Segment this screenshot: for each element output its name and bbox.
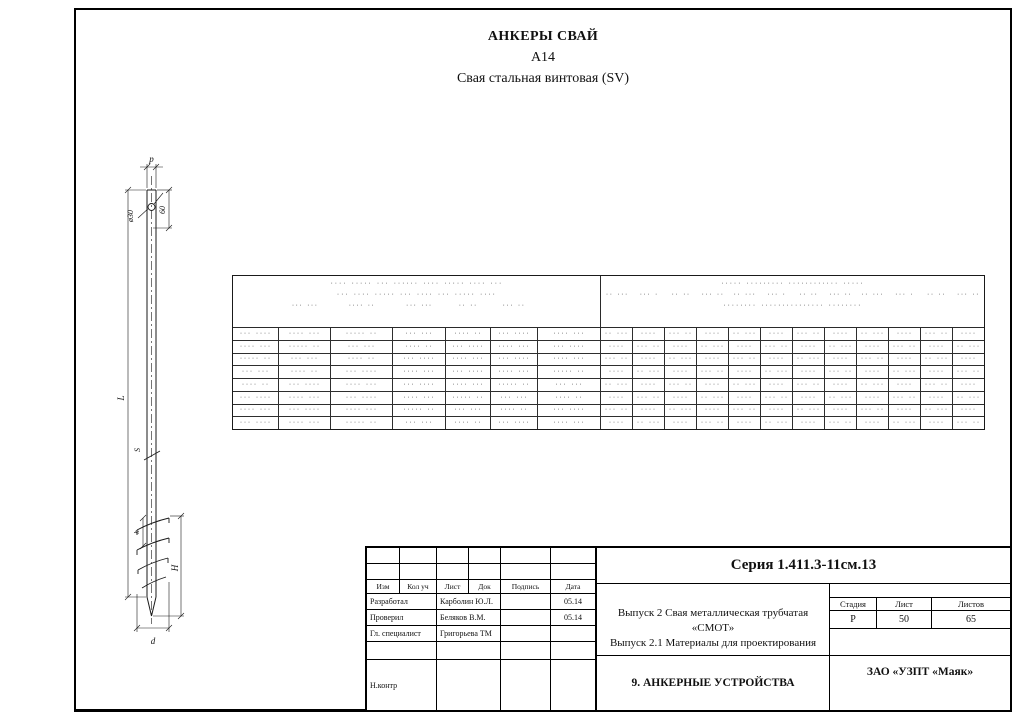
spec-cell: ··· ·· xyxy=(601,354,633,366)
spec-cell: ·· ··· xyxy=(889,366,921,378)
spec-cell: ··· ··· xyxy=(538,379,601,391)
spec-cell: ····· ·· xyxy=(233,354,279,366)
spec-cell: ···· xyxy=(793,417,825,429)
stage-col-list: Лист xyxy=(877,598,932,610)
spec-cell: ·· ··· xyxy=(697,392,729,404)
spec-cell: ···· xyxy=(960,356,977,363)
spec-header-cell: ··· ··· xyxy=(405,303,433,309)
spec-cell: ··· ·· xyxy=(729,354,761,366)
spec-cell: ···· ··· xyxy=(491,341,538,353)
spec-cell: ···· xyxy=(633,379,665,391)
spec-header-right xyxy=(601,276,984,327)
spec-header-cell: ··· · xyxy=(894,292,914,298)
empty-cell xyxy=(367,548,400,563)
spec-cell: ···· xyxy=(793,341,825,353)
sign-row-specialist xyxy=(367,626,595,642)
section-title: 9. АНКЕРНЫЕ УСТРОЙСТВА xyxy=(597,656,830,710)
spec-cell: ···· ··· xyxy=(279,392,331,404)
stage-table xyxy=(830,584,1010,655)
empty-cell xyxy=(367,642,437,659)
spec-cell: ···· xyxy=(960,381,977,388)
spec-cell: ···· xyxy=(697,328,729,340)
spec-row xyxy=(233,340,984,353)
spec-cell: ···· ··· xyxy=(393,366,446,378)
dim-H-label: H xyxy=(170,564,180,572)
spec-cell: ···· xyxy=(921,417,953,429)
empty-cell xyxy=(367,564,400,579)
spec-cell: ···· ··· xyxy=(446,379,491,391)
spec-cell: ··· ··· xyxy=(393,328,446,340)
change-col-podpis: Подпись xyxy=(501,580,551,593)
spec-cell: ···· xyxy=(633,354,665,366)
spec-cell: ··· ···· xyxy=(446,341,491,353)
spec-cell: ··· ···· xyxy=(279,379,331,391)
spec-row xyxy=(233,391,984,404)
doc-code: А14 xyxy=(530,50,556,65)
spec-cell: ··· ···· xyxy=(393,354,446,366)
sheet-titles xyxy=(74,26,1012,89)
spec-table xyxy=(232,275,985,430)
spec-cell: ···· ··· xyxy=(331,405,393,417)
spec-cell: ···· xyxy=(921,366,953,378)
spec-header-cols xyxy=(601,290,984,301)
spec-cell: ···· xyxy=(601,366,633,378)
spec-cell: ··· ·· xyxy=(825,417,857,429)
spec-cell: ··· ·· xyxy=(761,392,793,404)
spec-cell: ····· ·· xyxy=(279,341,331,353)
dim-d30-leader xyxy=(138,209,148,218)
spec-cell: ··· ···· xyxy=(233,417,279,429)
spec-header-cell: ·· ·· xyxy=(458,303,478,309)
title-block xyxy=(365,546,1012,712)
spec-cell: ···· ·· xyxy=(538,392,601,404)
spec-cell: ···· xyxy=(697,405,729,417)
spec-cell: ···· xyxy=(601,392,633,404)
spec-cell: ··· ·· xyxy=(825,366,857,378)
pile-geometry xyxy=(125,164,184,632)
spec-header-cell: ·· ·· xyxy=(671,292,691,298)
empty-cell xyxy=(501,642,551,659)
spec-cell: ··· ·· xyxy=(889,341,921,353)
empty-cell xyxy=(400,548,437,563)
series-title: Серия 1.411.3-11см.13 xyxy=(597,548,1010,584)
spec-header-cell: ··· ··· xyxy=(291,303,319,309)
spec-cell: ···· xyxy=(889,328,921,340)
spec-cell: ···· ··· xyxy=(233,341,279,353)
spec-cell: ···· xyxy=(633,328,665,340)
spec-cell: ·· ··· xyxy=(729,328,761,340)
change-col-koluch: Кол уч xyxy=(400,580,437,593)
spec-cell: ···· ·· xyxy=(393,341,446,353)
doc-title: АНКЕРЫ СВАЙ xyxy=(487,29,599,44)
spec-cell: ···· xyxy=(665,417,697,429)
developer-name: Карболин Ю.Л. xyxy=(437,594,501,609)
spec-cell: ···· xyxy=(761,354,793,366)
spec-cell: ··· ···· xyxy=(446,366,491,378)
empty-cell xyxy=(551,564,595,579)
checker-date: 05.14 xyxy=(564,613,582,622)
spec-cell: ··· ···· xyxy=(491,354,538,366)
developer-role: Разработал xyxy=(367,594,437,609)
spec-cell: ··· ··· xyxy=(279,354,331,366)
spec-cell: ···· xyxy=(857,392,889,404)
spec-cell: ···· xyxy=(729,366,761,378)
spec-cell: ·· ··· xyxy=(601,379,633,391)
spec-cell: ···· xyxy=(665,366,697,378)
spec-header-cell: ··· · xyxy=(767,292,787,298)
spec-cell: ··· ·· xyxy=(857,354,889,366)
spec-cell: ··· ··· xyxy=(491,392,538,404)
specialist-role: Гл. специалист xyxy=(367,626,437,641)
spec-header-cell: ·· ·· xyxy=(798,292,819,298)
spec-cell: ···· ··· xyxy=(279,417,331,429)
spec-cell: ··· ···· xyxy=(491,417,538,429)
stage-header-row xyxy=(830,597,1010,611)
empty-cell xyxy=(501,660,551,710)
spec-cell: ···· xyxy=(601,341,633,353)
spec-header-cell: ··· · xyxy=(639,292,659,298)
spec-cell: ·· ··· xyxy=(761,417,793,429)
empty-cell xyxy=(437,642,501,659)
doc-description xyxy=(597,584,830,655)
spec-cell: ··· ·· xyxy=(921,328,953,340)
spec-cell: ·· ··· xyxy=(761,366,793,378)
spec-header-cell: ·· ··· xyxy=(605,292,629,298)
sheet-number: 50 xyxy=(877,611,932,628)
spec-cell: ···· ··· xyxy=(446,354,491,366)
spec-cell: ·· ··· xyxy=(921,405,953,417)
doc-description-line3: Выпуск 2.1 Материалы для проектирования xyxy=(609,637,817,649)
spec-cell: ·· ··· xyxy=(793,405,825,417)
spec-header-line: ···· ····· ··· ······ ···· ····· ···· ··· xyxy=(330,281,503,287)
spec-cell: ··· ···· xyxy=(538,405,601,417)
spec-cell: ···· xyxy=(889,405,921,417)
spec-header-line: ····· ········· ············ ····· xyxy=(720,281,865,287)
empty-cell xyxy=(469,564,501,579)
spec-cell: ···· xyxy=(825,328,857,340)
spec-row xyxy=(233,416,984,429)
change-col-izm: Изм xyxy=(367,580,400,593)
spec-header-cell: ··· ·· xyxy=(828,292,852,298)
spec-table-header xyxy=(233,276,984,328)
spec-cell: ··· ···· xyxy=(233,328,279,340)
spec-cell: ····· ·· xyxy=(331,417,393,429)
spec-row xyxy=(233,353,984,366)
specialist-date xyxy=(551,626,595,641)
pile-drawing xyxy=(100,150,220,650)
spec-cell: ····· ·· xyxy=(491,379,538,391)
spec-cell: ···· ··· xyxy=(233,405,279,417)
checker-role: Проверил xyxy=(367,610,437,625)
hole-leader-line xyxy=(154,193,163,204)
spec-cell: ··· ·· xyxy=(729,405,761,417)
spec-cell: ··· ·· xyxy=(889,392,921,404)
dim-L-label: L xyxy=(116,395,126,401)
title-block-middle xyxy=(597,584,1010,656)
change-header-row xyxy=(367,580,595,594)
signature-cell xyxy=(501,610,551,625)
spec-cell: ···· xyxy=(825,354,857,366)
doc-description-line2: «СМОТ» xyxy=(691,622,735,634)
empty-cell xyxy=(501,564,551,579)
spec-header-cell: ···· ·· xyxy=(348,303,375,309)
spec-cell: ··· ···· xyxy=(538,341,601,353)
spec-cell: ·· ··· xyxy=(665,405,697,417)
dim-p-label: p xyxy=(149,154,154,164)
spec-cell: ·· ··· xyxy=(601,328,633,340)
dim-S-label: S xyxy=(133,448,142,452)
spec-cell: ·· ··· xyxy=(697,341,729,353)
empty-cell xyxy=(469,548,501,563)
spec-cell: ·· ··· xyxy=(889,417,921,429)
spec-cell: ···· ·· xyxy=(279,366,331,378)
spec-cell: ·· ··· xyxy=(956,394,981,401)
spec-cell: ···· xyxy=(761,405,793,417)
spec-cell: ··· ·· xyxy=(793,379,825,391)
spec-header-cell: ·· ··· xyxy=(733,292,757,298)
spec-cell: ··· ·· xyxy=(633,392,665,404)
dim-d-lines xyxy=(134,582,172,632)
spec-cell: ···· xyxy=(729,392,761,404)
spec-cell: ···· xyxy=(665,341,697,353)
spec-header-cell: ··· ·· xyxy=(701,292,725,298)
spec-cell: ···· xyxy=(857,341,889,353)
empty-cell xyxy=(551,548,595,563)
change-col-list: Лист xyxy=(437,580,469,593)
spec-cell: ··· ·· xyxy=(761,341,793,353)
change-row-empty xyxy=(367,564,595,580)
spec-cell: ·· ··· xyxy=(825,392,857,404)
spec-header-cell: ··· ·· xyxy=(956,292,980,298)
title-block-bottom xyxy=(597,656,1010,710)
dim-d-label: d xyxy=(150,636,156,646)
spec-cell: ···· ·· xyxy=(446,417,491,429)
spec-header-left xyxy=(233,276,601,327)
change-col-dok: Док xyxy=(469,580,501,593)
change-row-empty xyxy=(367,548,595,564)
spec-cell: ··· ···· xyxy=(491,328,538,340)
spec-cell: ··· ··· xyxy=(393,417,446,429)
spec-cell: ···· ··· xyxy=(393,392,446,404)
spec-cell: ···· xyxy=(729,417,761,429)
empty-cell xyxy=(551,660,595,710)
spec-cell: ··· ·· xyxy=(921,379,953,391)
spec-row xyxy=(233,404,984,417)
spec-cell: ··· ·· xyxy=(697,366,729,378)
spec-cell: ···· xyxy=(889,354,921,366)
empty-cell xyxy=(437,660,501,710)
spec-cell: ···· xyxy=(857,417,889,429)
sign-row-developer xyxy=(367,594,595,610)
spec-cell: ···· xyxy=(697,354,729,366)
wall-thickness-tick xyxy=(144,451,160,460)
stage-values-row xyxy=(830,611,1010,629)
spec-cell: ···· xyxy=(761,328,793,340)
spec-cell: ···· xyxy=(921,392,953,404)
dim-d30-label: ø30 xyxy=(126,210,135,222)
spec-cell: ···· xyxy=(793,366,825,378)
spec-cell: ···· ··· xyxy=(538,354,601,366)
spec-cell: ·· ··· xyxy=(633,366,665,378)
spec-row xyxy=(233,378,984,391)
spec-cell: ···· ·· xyxy=(446,328,491,340)
spec-cell: ···· xyxy=(761,379,793,391)
spec-cell: ··· ··· xyxy=(233,366,279,378)
change-col-data: Дата xyxy=(565,582,581,591)
dim-60-label: 60 xyxy=(158,206,167,214)
spec-cell: ·· ··· xyxy=(729,379,761,391)
spec-row xyxy=(233,328,984,340)
spec-cell: ·· ··· xyxy=(956,343,981,350)
title-block-right xyxy=(597,548,1010,710)
spec-table-body xyxy=(233,328,984,429)
spec-cell: ···· ··· xyxy=(491,366,538,378)
spec-cell: ···· xyxy=(697,379,729,391)
helix-blades xyxy=(137,518,169,588)
spec-cell: ···· xyxy=(633,405,665,417)
spec-header-cell xyxy=(233,301,279,312)
spec-cell: ····· ·· xyxy=(393,405,446,417)
spec-cell: ··· ·· xyxy=(633,341,665,353)
doc-description-line1: Выпуск 2 Свая металлическая трубчатая xyxy=(617,607,809,619)
signature-cell xyxy=(501,594,551,609)
ncontr-label: Н.контр xyxy=(367,660,437,710)
spec-cell: ··· ···· xyxy=(393,379,446,391)
dim-h-label: h xyxy=(133,530,141,534)
spec-cell: ···· xyxy=(857,366,889,378)
spec-header-cell: ·· ··· xyxy=(860,292,884,298)
spec-cell: ···· ·· xyxy=(331,354,393,366)
spec-header-line: ········ ··············· ········ xyxy=(723,303,862,309)
spec-cell: ··· ·· xyxy=(857,405,889,417)
spec-header-line: ··· ···· ····· ··· ···· ··· ····· ···· xyxy=(336,292,497,298)
spec-cell: ··· ···· xyxy=(233,392,279,404)
spec-cell: ··· ·· xyxy=(956,420,981,427)
spec-cell: ·· ··· xyxy=(665,354,697,366)
sheet-count: 65 xyxy=(966,614,976,625)
spec-cell: ··· ···· xyxy=(279,405,331,417)
company-name: ЗАО «УЗПТ «Маяк» xyxy=(866,666,974,678)
empty-cell xyxy=(400,564,437,579)
doc-subtitle: Свая стальная винтовая (SV) xyxy=(456,71,630,86)
signature-cell xyxy=(501,626,551,641)
spec-cell: ··· ··· xyxy=(446,405,491,417)
sign-row-ncontr xyxy=(367,660,595,710)
spec-cell: ····· ·· xyxy=(446,392,491,404)
spec-cell: ···· xyxy=(825,379,857,391)
spec-cell: ·· ··· xyxy=(633,417,665,429)
spec-header-cell xyxy=(537,301,600,312)
spec-cell: ··· ·· xyxy=(697,417,729,429)
spec-cell: ···· xyxy=(921,341,953,353)
spec-cell: ··· ···· xyxy=(331,366,393,378)
checker-name: Беляков В.М. xyxy=(437,610,501,625)
spec-header-cols xyxy=(233,301,600,312)
spec-cell: ···· ··· xyxy=(538,417,601,429)
spec-cell: ···· xyxy=(729,341,761,353)
stage-spacer xyxy=(830,584,1010,597)
spec-cell: ···· ··· xyxy=(331,379,393,391)
spec-cell: ··· ·· xyxy=(665,328,697,340)
spec-row xyxy=(233,365,984,378)
spec-cell: ····· ·· xyxy=(331,328,393,340)
spec-cell: ···· xyxy=(601,417,633,429)
spec-cell: ··· ·· xyxy=(601,405,633,417)
spec-cell: ···· ··· xyxy=(279,328,331,340)
empty-cell xyxy=(437,548,469,563)
spec-cell: ··· ·· xyxy=(793,328,825,340)
spec-cell: ···· xyxy=(665,392,697,404)
spec-cell: ···· ·· xyxy=(233,379,279,391)
spec-cell: ··· ·· xyxy=(956,369,981,376)
spec-cell: ·· ··· xyxy=(825,341,857,353)
spec-cell: ···· xyxy=(825,405,857,417)
sign-row-checker xyxy=(367,610,595,626)
stage-value: Р xyxy=(830,611,877,628)
spec-cell: ··· ··· xyxy=(331,341,393,353)
change-table xyxy=(367,548,597,710)
spec-cell: ··· ·· xyxy=(665,379,697,391)
spec-header-cell: ··· ·· xyxy=(502,303,526,309)
specialist-name: Григорьева ТМ xyxy=(437,626,501,641)
empty-cell xyxy=(437,564,469,579)
spec-cell: ·· ··· xyxy=(857,328,889,340)
spec-cell: ····· ·· xyxy=(538,366,601,378)
spec-cell: ···· xyxy=(889,379,921,391)
spec-cell: ·· ··· xyxy=(857,379,889,391)
spec-cell: ··· ···· xyxy=(331,392,393,404)
developer-date: 05.14 xyxy=(564,597,582,606)
spec-cell: ·· ··· xyxy=(921,354,953,366)
spec-cell: ···· xyxy=(960,407,977,414)
empty-cell xyxy=(501,548,551,563)
spec-cell: ···· ··· xyxy=(538,328,601,340)
stage-col-listov: Листов xyxy=(958,599,984,609)
empty-cell xyxy=(551,642,595,659)
spec-cell: ···· ·· xyxy=(491,405,538,417)
spec-header-cell: ·· ·· xyxy=(926,292,946,298)
spec-cell: ···· xyxy=(793,392,825,404)
stage-col-stadiya: Стадия xyxy=(830,598,877,610)
sign-row-empty xyxy=(367,642,595,660)
spec-cell: ·· ··· xyxy=(793,354,825,366)
spec-cell: ···· xyxy=(960,330,977,337)
